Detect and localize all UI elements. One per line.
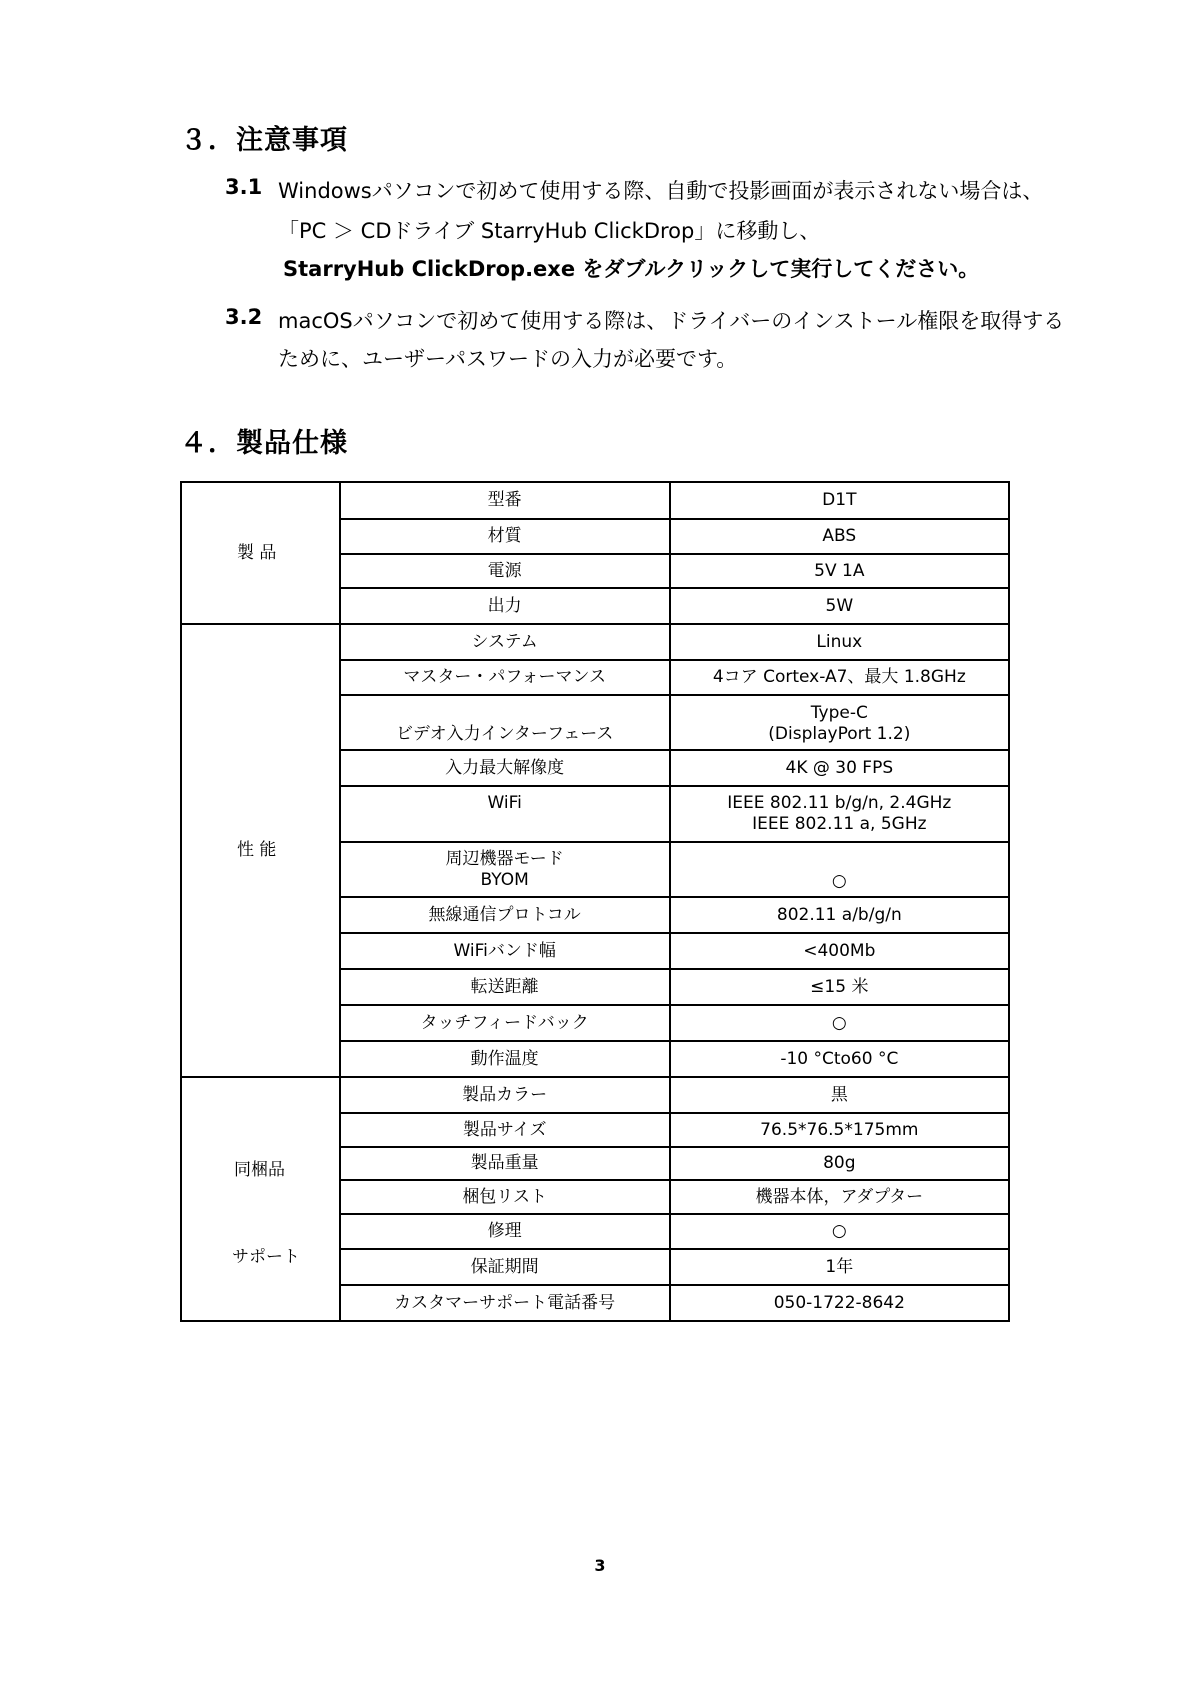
spec-value: ○	[670, 1214, 1009, 1249]
spec-key: 出力	[340, 588, 670, 624]
spec-key: タッチフィードバック	[340, 1005, 670, 1041]
spec-key: 製品重量	[340, 1147, 670, 1180]
page-number: 3	[594, 1556, 606, 1575]
spec-key: 転送距離	[340, 969, 670, 1005]
group-performance-cell	[181, 624, 340, 1077]
spec-key: WiFi	[340, 786, 670, 842]
spec-key-line-2: BYOM	[480, 869, 529, 890]
spec-key: カスタマーサポート電話番号	[340, 1285, 670, 1321]
spec-value-line-2: IEEE 802.11 a, 5GHz	[752, 814, 927, 834]
table-row	[181, 624, 1009, 660]
spec-key: 入力最大解像度	[340, 750, 670, 786]
spec-value: 機器本体，アダプター	[670, 1180, 1009, 1214]
item-3-2-line-1: macOSパソコンで初めて使用する際は、ドライバーのインストール権限を取得する	[278, 309, 1065, 333]
item-3-1-line-1: Windowsパソコンで初めて使用する際、自動で投影画面が表示されない場合は、	[278, 179, 1044, 203]
spec-value: ≤15 米	[670, 969, 1009, 1005]
section-4-title: ４．製品仕様	[180, 428, 348, 459]
spec-value: Linux	[670, 624, 1009, 660]
table-row	[181, 1077, 1009, 1113]
spec-key	[340, 842, 670, 897]
spec-key: 無線通信プロトコル	[340, 897, 670, 933]
spec-key: システム	[340, 624, 670, 660]
spec-key: 梱包リスト	[340, 1180, 670, 1214]
spec-value-line-2: (DisplayPort 1.2)	[768, 724, 911, 744]
table-row	[181, 482, 1009, 519]
spec-table	[180, 481, 1010, 1322]
spec-value: 050-1722-8642	[670, 1285, 1009, 1321]
spec-value: 80g	[670, 1147, 1009, 1180]
spec-key: 製品カラー	[340, 1077, 670, 1113]
spec-key: 製品サイズ	[340, 1113, 670, 1147]
spec-value: 4コア Cortex-A7、最大 1.8GHz	[670, 660, 1009, 695]
spec-key: 材質	[340, 519, 670, 554]
group-label-support: サポート	[232, 1247, 300, 1267]
spec-value	[670, 695, 1009, 750]
item-3-1-line-3: StarryHub ClickDrop.exe をダブルクリックして実行してください。	[283, 257, 980, 281]
spec-value: 1年	[670, 1249, 1009, 1285]
spec-value: <400Mb	[670, 933, 1009, 969]
section-3-title: ３．注意事項	[180, 125, 348, 156]
spec-key: 動作温度	[340, 1041, 670, 1077]
spec-value: ○	[670, 1005, 1009, 1041]
spec-value	[670, 786, 1009, 842]
spec-key: マスター・パフォーマンス	[340, 660, 670, 695]
spec-value: ABS	[670, 519, 1009, 554]
group-product-cell	[181, 482, 340, 624]
spec-value: D1T	[670, 482, 1009, 519]
spec-key: WiFiバンド幅	[340, 933, 670, 969]
spec-key-line-1: 周辺機器モード	[445, 848, 564, 869]
spec-value: ○	[670, 842, 1009, 897]
spec-value: 黒	[670, 1077, 1009, 1113]
item-3-1-line-2: 「PC ＞ CDドライブ StarryHub ClickDrop」に移動し、	[278, 219, 821, 243]
spec-value-line-1: Type-C	[810, 703, 868, 723]
item-3-2-line-2: ために、ユーザーパスワードの入力が必要です。	[278, 347, 738, 371]
spec-value: 4K @ 30 FPS	[670, 750, 1009, 786]
group-bundle-support-cell	[181, 1077, 340, 1321]
spec-value: 76.5*76.5*175mm	[670, 1113, 1009, 1147]
spec-key: 修理	[340, 1214, 670, 1249]
spec-value-line-1: IEEE 802.11 b/g/n, 2.4GHz	[727, 793, 952, 813]
spec-value: 802.11 a/b/g/n	[670, 897, 1009, 933]
spec-value: 5V 1A	[670, 554, 1009, 588]
group-label-performance: 性 能	[237, 840, 277, 860]
item-3-1-number: 3.1	[225, 175, 263, 199]
item-3-2-number: 3.2	[225, 305, 263, 329]
group-label-bundle: 同梱品	[234, 1160, 285, 1180]
spec-key: ビデオ入力インターフェース	[340, 695, 670, 750]
spec-value: 5W	[670, 588, 1009, 624]
spec-value: -10 °Cto60 °C	[670, 1041, 1009, 1077]
spec-key: 電源	[340, 554, 670, 588]
spec-key: 型番	[340, 482, 670, 519]
spec-key: 保証期間	[340, 1249, 670, 1285]
group-label-product: 製 品	[237, 542, 277, 563]
